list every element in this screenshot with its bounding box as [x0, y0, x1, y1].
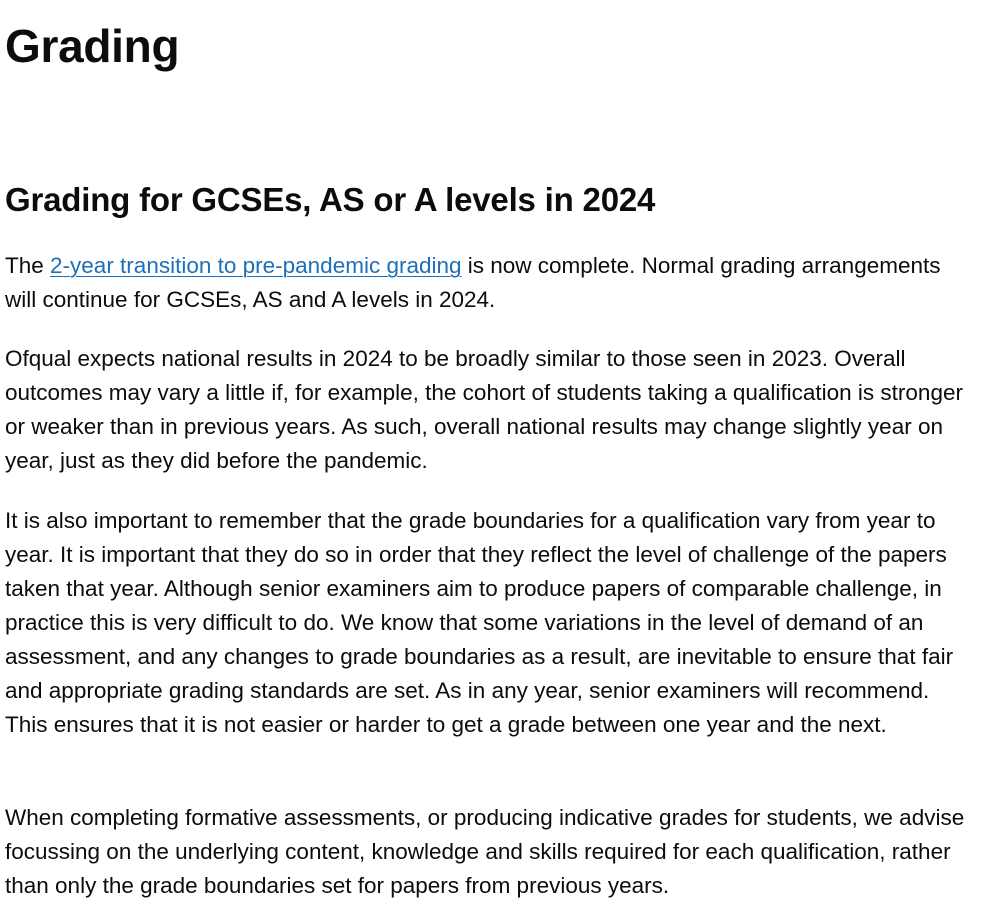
transition-grading-link[interactable]: 2-year transition to pre-pandemic grading [50, 253, 462, 278]
paragraph-grade-boundaries: It is also important to remember that the grade boundaries for a qualification vary from year to year. It is important that they do so in order that they reflect the level of challenge of the papers taken that year. Although senior examiners aim to produce papers of comparable challenge, in practice this is very difficult to do. We know that some variations in the level of demand of an assessment, and any changes to grade boundaries as a result, are inevitable to ensure that fair and appropriate grading standards are set. As in any year, senior examiners will recommend. This ensures that it is not easier or harder to get a grade between one year and the next. [5, 508, 954, 737]
paragraph-formative-assessments: When completing formative assessments, or producing indicative grades for students, we advise focussing on the underlying content, knowledge and skills required for each qualification, rather than only the grade boundaries set for papers from previous years. [5, 805, 965, 898]
paragraph-text-after-link: is now complete. Normal grading arrangements will continue for GCSEs, AS and A levels in 2024. [5, 253, 941, 312]
section-heading: Grading for GCSEs, AS or A levels in 2024 [5, 181, 656, 218]
page-title: Grading [5, 20, 180, 72]
paragraph-transition [5, 249, 965, 317]
paragraph-text-before-link: The [5, 253, 51, 278]
paragraph-expected-results: Ofqual expects national results in 2024 to be broadly similar to those seen in 2023. Overall outcomes may vary a little if, for example, the cohort of students taking a qualification is stronger or weaker than in previous years. As such, overall national results may change slightly year on year, just as they did before the pandemic. [5, 346, 963, 473]
